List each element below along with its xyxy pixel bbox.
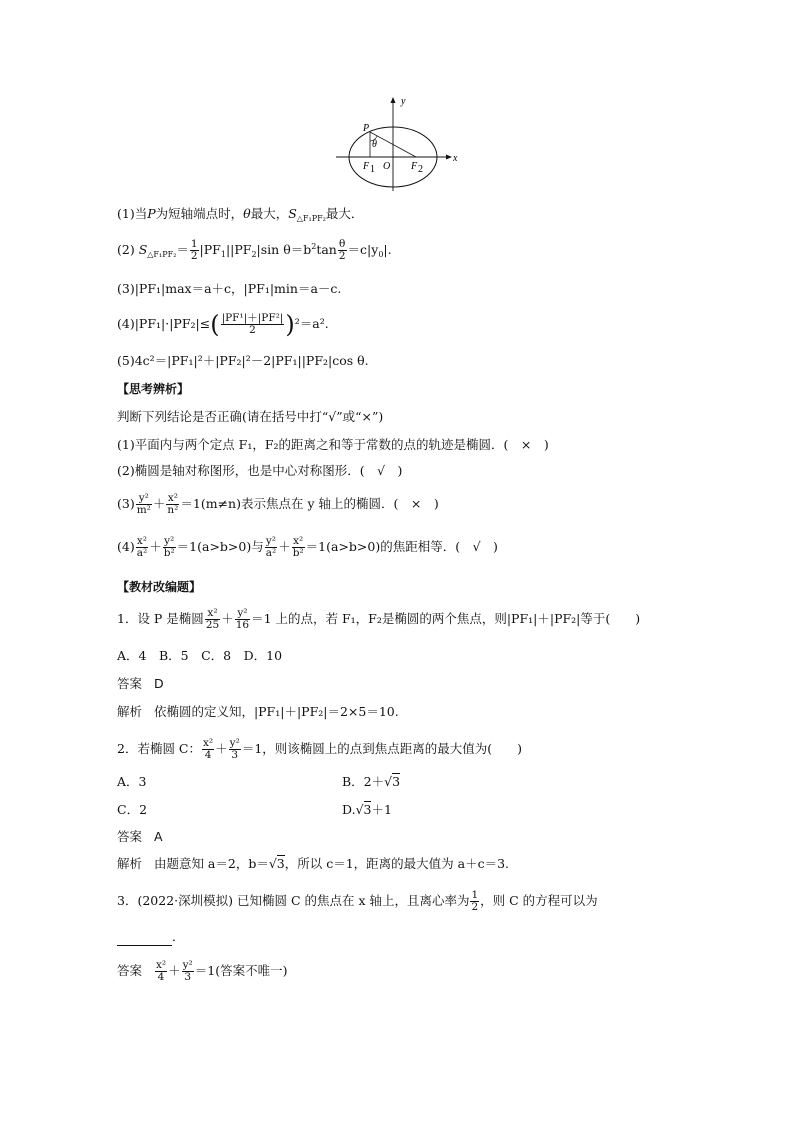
answer-blank[interactable] bbox=[117, 933, 172, 946]
theta-label: θ bbox=[372, 139, 377, 150]
p-label: P bbox=[363, 123, 370, 134]
f1-label: F bbox=[363, 161, 370, 172]
f2-label: F bbox=[411, 161, 418, 172]
ellipse-figure bbox=[330, 95, 465, 195]
property-1: (1)当P为短轴端点时，θ最大，$S_{\triangle F_1PF_2}$最大． bbox=[117, 206, 364, 223]
textbook-q1-answer: 答案 D bbox=[117, 676, 164, 691]
textbook-q1: 1．设 P 是椭圆 $\frac{\text{x²}}{25}$ ＋ $\frac{\text{y²}}{16}$ ＝1 上的点，若 F₁，F₂是椭圆的两个焦点，则|PF₁|＋|PF₂|等于( ) bbox=[117, 607, 641, 631]
think-q1: (1)平面内与两个定点 F₁，F₂的距离之和等于常数的点的轨迹是椭圆．( × ) bbox=[117, 437, 549, 452]
textbook-q2-analysis: 解析 由题意知 a＝2，b＝√3，所以 c＝1，距离的最大值为 a＋c＝3. bbox=[117, 856, 510, 871]
think-q3: (3) $\frac{\text{y²}}{\text{m²}}$ ＋ $\frac{\text{x²}}{\text{n²}}$ ＝1(m≠n)表示焦点在 y 轴上的椭圆．( × ) bbox=[117, 492, 439, 516]
textbook-q2: 2．若椭圆 C： $\frac{\text{x²}}{4}$ ＋ $\frac{\text{y²}}{3}$ ＝1，则该椭圆上的点到焦点距离的最大值为( ) bbox=[117, 737, 523, 761]
textbook-q2-option-a: A．3 bbox=[117, 774, 147, 789]
textbook-q2-option-c: C．2 bbox=[117, 802, 148, 817]
property-2: (2) $S_{\triangle F_1PF_2}=$ $\frac{1}{2}$ $|PF_1||PF_2|\sin$ $\theta=b^2\tan$ $\frac{\theta}{2}$ $=c|y_0|$. bbox=[117, 238, 392, 262]
section-textbook-title: 【教材改编题】 bbox=[117, 580, 202, 594]
svg-text:1: 1 bbox=[370, 164, 375, 175]
property-3: (3)|PF₁|max＝a＋c，|PF₁|min＝a－c. bbox=[117, 281, 342, 296]
origin-label: O bbox=[383, 161, 391, 172]
textbook-q2-option-d: D.√3＋1 bbox=[342, 802, 392, 817]
think-q4: (4) $\frac{\text{x²}}{\text{a²}}$ ＋ $\frac{\text{y²}}{\text{b²}}$ ＝1(a>b>0)与 $\frac{\text{y²}}{\text{a²}}$ ＋ $\frac{\text{x²}}{\text{b²}}$ ＝1(a>b>0)的焦距相等．( √ ) bbox=[117, 535, 498, 559]
x-label: x bbox=[453, 153, 458, 164]
svg-text:2: 2 bbox=[418, 164, 423, 175]
textbook-q3-blank: ． bbox=[117, 928, 185, 946]
textbook-q1-analysis: 解析 依椭圆的定义知，|PF₁|＋|PF₂|＝2×5＝10. bbox=[117, 704, 399, 719]
textbook-q3: 3．(2022·深圳模拟) 已知椭圆 C 的焦点在 x 轴上，且离心率为 $\frac{1}{2}$ ，则 C 的方程可以为 bbox=[117, 889, 598, 913]
property-5: (5)4c²＝|PF₁|²＋|PF₂|²－2|PF₁||PF₂|cos θ. bbox=[117, 353, 369, 368]
section-think-title: 【思考辨析】 bbox=[117, 382, 190, 396]
textbook-q2-answer: 答案 A bbox=[117, 829, 163, 844]
think-q2: (2)椭圆是轴对称图形，也是中心对称图形．( √ ) bbox=[117, 463, 403, 478]
textbook-q1-options: A．4 B．5 C．8 D．10 bbox=[117, 648, 283, 663]
y-label: y bbox=[401, 96, 406, 107]
textbook-q3-answer: 答案 $\frac{\text{x²}}{4}$ ＋ $\frac{\text{y²}}{3}$ ＝1(答案不唯一) bbox=[117, 959, 288, 983]
textbook-q2-option-b: B．2＋√3 bbox=[342, 774, 401, 789]
think-intro: 判断下列结论是否正确(请在括号中打“√”或“×”) bbox=[117, 409, 384, 424]
property-4: (4)|PF₁|·|PF₂|≤( $\frac{\text{|PF¹|＋|PF²|}}{2}$ )²＝a². bbox=[117, 310, 329, 339]
